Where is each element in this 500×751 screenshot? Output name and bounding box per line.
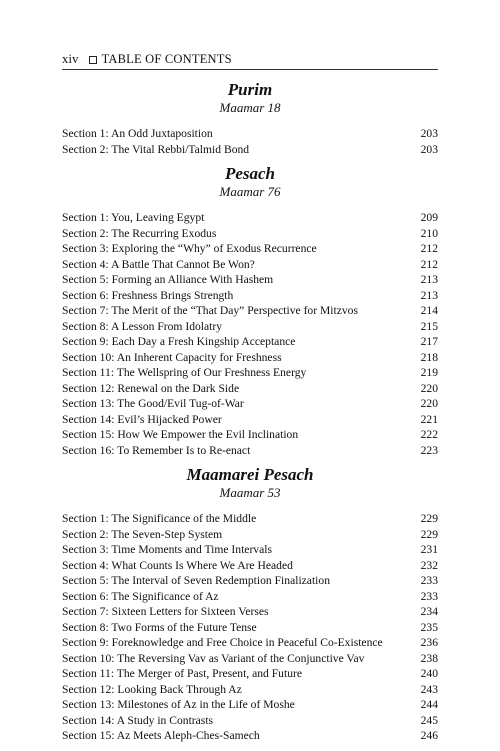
toc-section-block — [62, 164, 438, 458]
toc-section-block — [62, 465, 438, 744]
toc-entry[interactable] — [62, 365, 438, 381]
toc-entry-page: 232 — [420, 558, 438, 572]
toc-entry-page: 231 — [420, 543, 438, 556]
toc-entry-label: Section 13: The Good/Evil Tug-of-War — [62, 397, 244, 410]
toc-entry[interactable] — [62, 126, 438, 142]
section-heading: Maamarei Pesach — [186, 465, 314, 484]
toc-entry-page: 217 — [420, 335, 438, 348]
toc-entry-page: 244 — [420, 698, 438, 711]
toc-entry-list — [62, 126, 438, 157]
toc-entry[interactable] — [62, 412, 438, 428]
toc-entry-label: Section 6: The Significance of Az — [62, 589, 219, 603]
toc-entry[interactable] — [62, 511, 438, 527]
toc-entry-label: Section 1: The Significance of the Middle — [62, 512, 257, 525]
toc-entry[interactable] — [62, 589, 438, 605]
toc-content — [62, 80, 438, 751]
toc-entry[interactable] — [62, 210, 438, 226]
toc-entry-page: 223 — [420, 443, 438, 457]
toc-entry-page: 209 — [420, 211, 438, 224]
toc-entry-label: Section 7: The Merit of the “That Day” Perspective for Mitzvos — [62, 304, 358, 317]
toc-entry[interactable] — [62, 604, 438, 620]
toc-entry-label: Section 16: To Remember Is to Re-enact — [62, 443, 251, 457]
toc-entry-label: Section 8: A Lesson From Idolatry — [62, 319, 223, 333]
toc-entry-page: 220 — [420, 397, 438, 410]
toc-entry-page: 213 — [420, 273, 438, 286]
section-subheading: Maamar 76 — [219, 184, 281, 199]
toc-entry-label: Section 9: Each Day a Fresh Kingship Acceptance — [62, 335, 296, 348]
toc-entry-label: Section 14: A Study in Contrasts — [62, 713, 214, 727]
toc-entry-label: Section 4: A Battle That Cannot Be Won? — [62, 257, 255, 271]
toc-entry-page: 233 — [420, 574, 438, 587]
toc-entry-label: Section 3: Exploring the “Why” of Exodus Recurrence — [62, 242, 317, 255]
toc-entry-page: 245 — [420, 713, 438, 727]
toc-entry-page: 203 — [420, 142, 438, 156]
toc-entry[interactable] — [62, 666, 438, 682]
toc-entry-label: Section 5: Forming an Alliance With Hashem — [62, 273, 274, 286]
toc-entry-label: Section 9: Foreknowledge and Free Choice in Peaceful Co-Existence — [62, 636, 383, 649]
toc-entry[interactable] — [62, 682, 438, 698]
toc-entry[interactable] — [62, 350, 438, 366]
toc-entry-label: Section 11: The Wellspring of Our Freshness Energy — [62, 366, 307, 379]
toc-entry[interactable] — [62, 713, 438, 729]
toc-entry[interactable] — [62, 558, 438, 574]
toc-entry[interactable] — [62, 635, 438, 651]
toc-entry-page: 212 — [420, 242, 438, 255]
toc-entry-label: Section 2: The Seven-Step System — [62, 527, 223, 541]
toc-entry[interactable] — [62, 319, 438, 335]
toc-entry-label: Section 1: An Odd Juxtaposition — [62, 127, 213, 140]
toc-entry-page: 234 — [420, 605, 438, 618]
toc-entry-page: 246 — [420, 729, 438, 742]
toc-entry-page: 235 — [420, 620, 438, 634]
toc-entry[interactable] — [62, 381, 438, 397]
square-outline-icon — [89, 56, 97, 64]
toc-entry[interactable] — [62, 288, 438, 304]
toc-entry[interactable] — [62, 527, 438, 543]
toc-entry-label: Section 6: Freshness Brings Strength — [62, 288, 234, 302]
section-heading: Pesach — [224, 164, 276, 183]
toc-entry-label: Section 3: Time Moments and Time Intervals — [62, 543, 272, 556]
running-header — [62, 52, 438, 67]
toc-entry[interactable] — [62, 651, 438, 667]
toc-entry-page: 233 — [420, 589, 438, 603]
toc-entry-list — [62, 210, 438, 458]
running-title: TABLE OF CONTENTS — [101, 52, 232, 66]
toc-entry-page: 212 — [420, 257, 438, 271]
toc-entry-page: 236 — [420, 636, 438, 649]
toc-entry-label: Section 2: The Vital Rebbi/Talmid Bond — [62, 142, 250, 156]
toc-entry-label: Section 5: The Interval of Seven Redemption Finalization — [62, 574, 330, 587]
toc-entry-label: Section 11: The Merger of Past, Present, and Future — [62, 667, 302, 680]
toc-entry[interactable] — [62, 303, 438, 319]
toc-entry-page: 229 — [420, 512, 438, 525]
toc-entry[interactable] — [62, 728, 438, 744]
toc-entry-page: 220 — [420, 381, 438, 395]
toc-entry-page: 222 — [420, 428, 438, 441]
toc-entry[interactable] — [62, 697, 438, 713]
toc-entry[interactable] — [62, 542, 438, 558]
toc-entry-page: 238 — [420, 651, 438, 665]
toc-entry-page: 240 — [420, 667, 438, 680]
toc-entry[interactable] — [62, 257, 438, 273]
toc-entry-label: Section 13: Milestones of Az in the Life of Moshe — [62, 698, 295, 711]
toc-entry[interactable] — [62, 573, 438, 589]
toc-entry-page: 214 — [420, 304, 438, 317]
toc-entry[interactable] — [62, 241, 438, 257]
toc-entry-label: Section 12: Looking Back Through Az — [62, 682, 242, 696]
toc-entry-page: 221 — [420, 412, 438, 426]
toc-entry[interactable] — [62, 334, 438, 350]
toc-entry-label: Section 2: The Recurring Exodus — [62, 226, 217, 240]
toc-entry[interactable] — [62, 620, 438, 636]
toc-entry-page: 229 — [420, 527, 438, 541]
section-heading: Purim — [227, 80, 273, 99]
toc-entry-label: Section 12: Renewal on the Dark Side — [62, 381, 240, 395]
toc-section-block — [62, 80, 438, 157]
toc-entry-page: 210 — [420, 226, 438, 240]
toc-entry[interactable] — [62, 272, 438, 288]
toc-entry-label: Section 1: You, Leaving Egypt — [62, 211, 205, 224]
toc-entry-label: Section 10: The Reversing Vav as Variant of the Conjunctive Vav — [62, 651, 365, 665]
toc-entry[interactable] — [62, 396, 438, 412]
toc-entry-page: 243 — [420, 682, 438, 696]
toc-entry[interactable] — [62, 226, 438, 242]
toc-entry-page: 203 — [420, 127, 438, 140]
page-number: xiv — [62, 52, 79, 66]
toc-entry[interactable] — [62, 427, 438, 443]
toc-entry-label: Section 14: Evil’s Hijacked Power — [62, 412, 222, 426]
toc-entry-list — [62, 511, 438, 744]
toc-entry-label: Section 15: How We Empower the Evil Inclination — [62, 428, 299, 441]
toc-entry-page: 215 — [420, 319, 438, 333]
header-rule — [62, 69, 438, 70]
toc-entry[interactable] — [62, 443, 438, 459]
toc-entry-label: Section 15: Az Meets Aleph-Ches-Samech — [62, 729, 260, 742]
toc-entry[interactable] — [62, 142, 438, 158]
toc-entry-page: 218 — [420, 350, 438, 364]
toc-entry-label: Section 7: Sixteen Letters for Sixteen Verses — [62, 605, 269, 618]
section-subheading: Maamar 18 — [219, 100, 281, 115]
toc-entry-label: Section 4: What Counts Is Where We Are Headed — [62, 558, 293, 572]
toc-entry-label: Section 10: An Inherent Capacity for Freshness — [62, 350, 282, 364]
toc-entry-page: 213 — [420, 288, 438, 302]
toc-entry-label: Section 8: Two Forms of the Future Tense — [62, 620, 257, 634]
section-subheading: Maamar 53 — [219, 485, 281, 500]
toc-entry-page: 219 — [420, 366, 438, 379]
